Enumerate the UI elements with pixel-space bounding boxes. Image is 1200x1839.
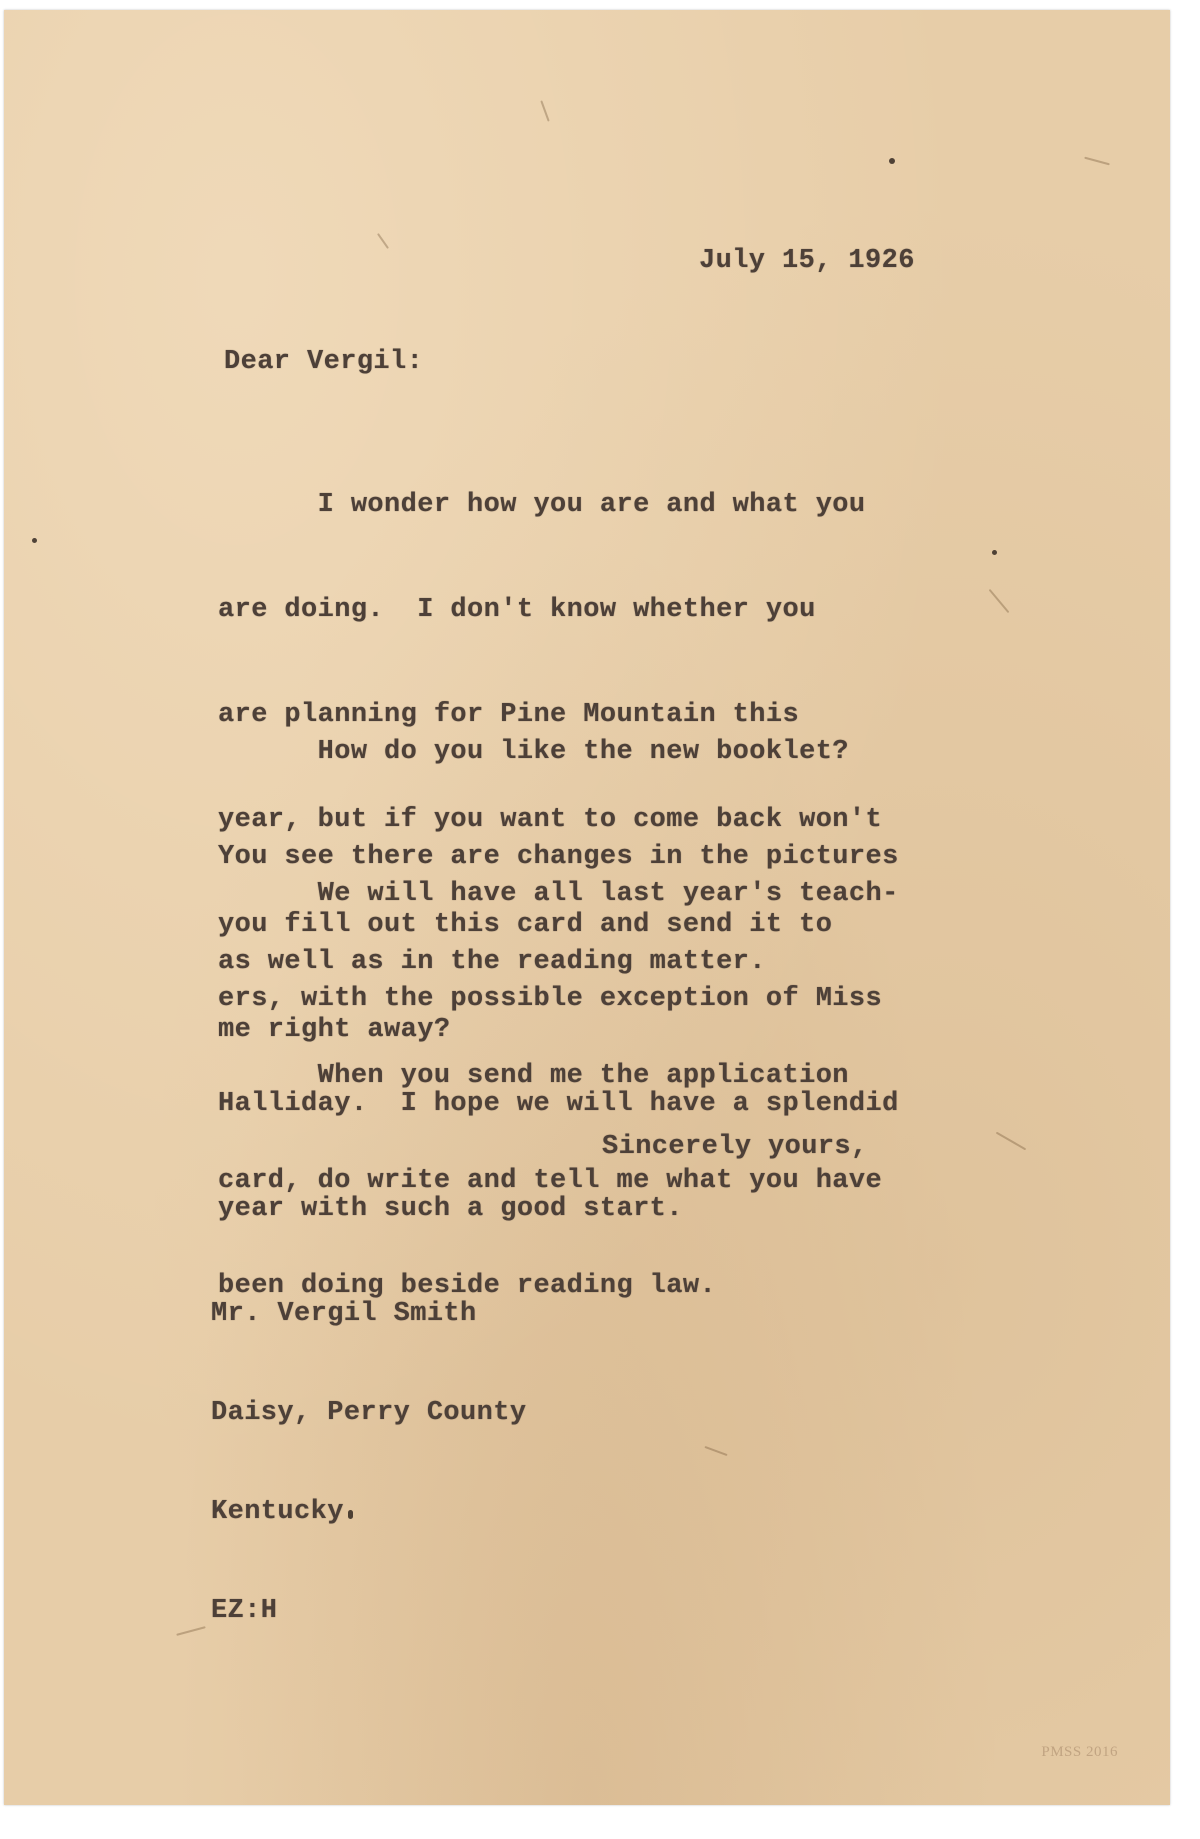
paragraph-line: You see there are changes in the pictures: [218, 842, 899, 872]
address-line: Kentucky: [211, 1497, 344, 1527]
paper-speck: [889, 158, 895, 164]
paper-speck: [992, 550, 997, 555]
paragraph-line: Halliday. I hope we will have a splendid: [218, 1089, 899, 1119]
salutation: Dear Vergil:: [224, 347, 424, 377]
paragraph-line: year, but if you want to come back won't: [218, 805, 883, 835]
paragraph-line: How do you like the new booklet?: [218, 737, 849, 767]
letter-sheet: [4, 10, 1170, 1805]
paragraph-line: you fill out this card and send it to: [218, 910, 833, 940]
closing: Sincerely yours,: [602, 1132, 868, 1162]
recipient-address: [211, 1232, 526, 1694]
paper-fiber: [540, 100, 549, 121]
paper-fiber: [989, 589, 1010, 613]
paper-fiber: [704, 1446, 727, 1456]
address-line: Mr. Vergil Smith: [211, 1299, 477, 1329]
paragraph-line: me right away?: [218, 1015, 451, 1045]
paragraph-line: as well as in the reading matter.: [218, 947, 766, 977]
paper-fiber: [1084, 157, 1110, 166]
address-line: Daisy, Perry County: [211, 1398, 527, 1428]
paper-speck: [32, 538, 37, 543]
paragraph-line: are doing. I don't know whether you: [218, 595, 816, 625]
letter-date: July 15, 1926: [699, 246, 915, 276]
paragraph-line: When you send me the application: [218, 1061, 849, 1091]
paragraph-line: We will have all last year's teach-: [218, 879, 899, 909]
paragraph-line: been doing beside reading law.: [218, 1271, 717, 1301]
reference-initials: EZ:H: [211, 1596, 278, 1626]
paragraph-line: I wonder how you are and what you: [218, 490, 866, 520]
paragraph-line: are planning for Pine Mountain this: [218, 700, 800, 730]
paper-fiber: [377, 233, 389, 249]
paper-fiber: [996, 1132, 1026, 1151]
paragraph-line: year with such a good start.: [218, 1194, 683, 1224]
archive-stamp: PMSS 2016: [1041, 1744, 1118, 1760]
paragraph-line: ers, with the possible exception of Miss: [218, 984, 883, 1014]
paragraph-line: card, do write and tell me what you have: [218, 1166, 883, 1196]
paper-fiber: [176, 1626, 205, 1636]
